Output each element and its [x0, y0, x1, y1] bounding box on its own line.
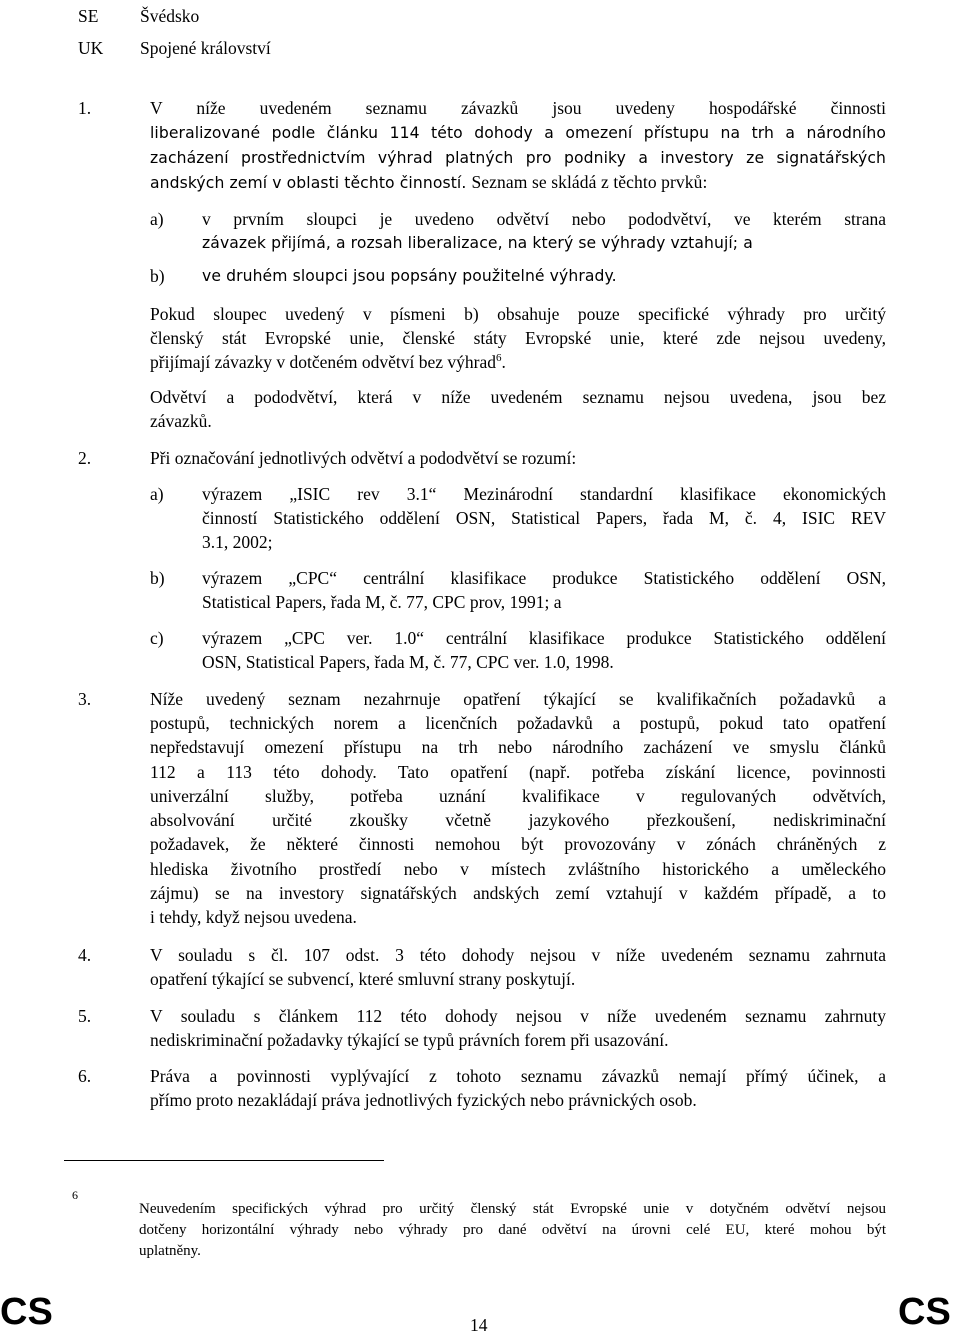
paragraph-1-note: členský stát Evropské unie, členské státy Evropské unie, které zde nejsou uvedeny,: [150, 328, 886, 348]
footer-language-left: CS: [0, 1291, 53, 1333]
paragraph-3-line: univerzální služby, potřeba uznání kvalifikace v regulovaných odvětvích,: [150, 786, 886, 806]
paragraph-3-line: hlediska životního prostředí nebo v místech zvláštního historického a uměleckého: [150, 859, 886, 879]
paragraph-3-line: Níže uvedený seznam nezahrnuje opatření týkající se kvalifikačních požadavků a: [150, 689, 886, 709]
country-code-uk: UK: [78, 38, 104, 58]
list-item-label: c): [150, 628, 164, 648]
paragraph-1-note: závazků.: [150, 411, 212, 431]
list-item-line: Statistical Papers, řada M, č. 77, CPC prov, 1991; a: [202, 592, 562, 612]
paragraph-6-line: přímo proto nezakládají práva jednotlivých fyzických nebo právnických osob.: [150, 1090, 697, 1110]
footnote-line: dotčeny horizontální výhrady nebo výhrady pro dané odvětví na úrovni celé EU, které mohou být: [139, 1222, 886, 1238]
footnote-line: uplatněny.: [139, 1243, 201, 1259]
footnote-line: Neuvedením specifických výhrad pro určitý členský stát Evropské unie v dotyčném odvětví nejsou: [139, 1201, 886, 1217]
paragraph-1-line: V níže uvedeném seznamu závazků jsou uvedeny hospodářské činnosti: [150, 98, 886, 118]
paragraph-3-line: požadavek, že některé činnosti nemohou být provozovány v zónách chráněných z: [150, 834, 886, 854]
paragraph-1-number: 1.: [78, 98, 92, 118]
paragraph-1-line: liberalizované podle článku 114 této dohody a omezení přístupu na trh a národního: [150, 124, 886, 142]
paragraph-4-number: 4.: [78, 945, 92, 965]
list-item-label: b): [150, 266, 165, 286]
paragraph-3-line: i tehdy, když nejsou uvedena.: [150, 907, 357, 927]
paragraph-1-line: [150, 170, 886, 195]
list-item-label: a): [150, 209, 164, 229]
list-item-line: ve druhém sloupci jsou popsány použitelné výhrady.: [202, 267, 617, 285]
paragraph-1-note: Pokud sloupec uvedený v písmeni b) obsahuje pouze specifické výhrady pro určitý: [150, 304, 886, 324]
list-item-line: výrazem „ISIC rev 3.1“ Mezinárodní standardní klasifikace ekonomických: [202, 484, 886, 504]
paragraph-3-line: absolvování určité zkoušky včetně jazykového přezkoušení, nediskriminační: [150, 810, 886, 830]
paragraph-1-note-text: přijímají závazky v dotčeném odvětví bez výhrad: [150, 352, 496, 372]
paragraph-1-line: zacházení prostřednictvím výhrad platných pro podniky a investory ze signatářských: [150, 149, 886, 167]
list-item-line: výrazem „CPC“ centrální klasifikace produkce Statistického oddělení OSN,: [202, 568, 886, 588]
paragraph-4-line: V souladu s čl. 107 odst. 3 této dohody nejsou v níže uvedeném seznamu zahrnuta: [150, 945, 886, 965]
footnote-separator: [64, 1160, 384, 1161]
paragraph-5-line: V souladu s článkem 112 této dohody nejsou v níže uvedeném seznamu zahrnuty: [150, 1006, 886, 1026]
country-name-uk: Spojené království: [140, 38, 271, 58]
footer-language-right: CS: [898, 1291, 951, 1333]
paragraph-2-number: 2.: [78, 448, 92, 468]
paragraph-1-note: Odvětví a pododvětví, která v níže uvedeném seznamu nejsou uvedena, jsou bez: [150, 387, 886, 407]
paragraph-1-note-end: .: [501, 352, 506, 372]
paragraph-3-line: zájmu) se na investory signatářských andských zemí vztahují v každém případě, a to: [150, 883, 886, 903]
page-number: 14: [470, 1315, 488, 1335]
list-item-label: b): [150, 568, 165, 588]
list-item-line: činností Statistického oddělení OSN, Statistical Papers, řada M, č. 4, ISIC REV: [202, 508, 886, 528]
paragraph-1-line-text: andských zemí v oblasti těchto činností.: [150, 174, 467, 192]
paragraph-4-line: opatření týkající se subvencí, které smluvní strany poskytují.: [150, 969, 576, 989]
list-item-line: 3.1, 2002;: [202, 532, 273, 552]
paragraph-3-line: nepředstavují omezení přístupu na trh nebo národního zacházení ve smyslu článků: [150, 737, 886, 757]
paragraph-1-line-tail: Seznam se skládá z těchto prvků:: [471, 172, 708, 192]
paragraph-5-line: nediskriminační požadavky týkající se typů právních forem při usazování.: [150, 1030, 669, 1050]
paragraph-3-line: 112 a 113 této dohody. Tato opatření (např. potřeba získání licence, povinnosti: [150, 762, 886, 782]
list-item-line: závazek přijímá, a rozsah liberalizace, na který se výhrady vztahují; a: [202, 234, 753, 252]
footnote-reference: 6: [495, 352, 502, 364]
list-item-line: OSN, Statistical Papers, řada M, č. 77, CPC ver. 1.0, 1998.: [202, 652, 614, 672]
paragraph-6-line: Práva a povinnosti vyplývající z tohoto seznamu závazků nemají přímý účinek, a: [150, 1066, 886, 1086]
list-item-label: a): [150, 484, 164, 504]
list-item-line: výrazem „CPC ver. 1.0“ centrální klasifikace produkce Statistického oddělení: [202, 628, 886, 648]
paragraph-1-note: [150, 350, 886, 374]
paragraph-3-line: postupů, technických norem a licenčních požadavků a postupů, pokud tato opatření: [150, 713, 886, 733]
paragraph-5-number: 5.: [78, 1006, 92, 1026]
list-item-line: v prvním sloupci je uvedeno odvětví nebo pododvětví, ve kterém strana: [202, 209, 886, 229]
country-code-se: SE: [78, 6, 99, 26]
footnote-mark: 6: [72, 1188, 78, 1202]
country-name-se: Švédsko: [140, 6, 200, 26]
paragraph-2-line: Při označování jednotlivých odvětví a pododvětví se rozumí:: [150, 448, 577, 468]
paragraph-6-number: 6.: [78, 1066, 92, 1086]
paragraph-3-number: 3.: [78, 689, 92, 709]
